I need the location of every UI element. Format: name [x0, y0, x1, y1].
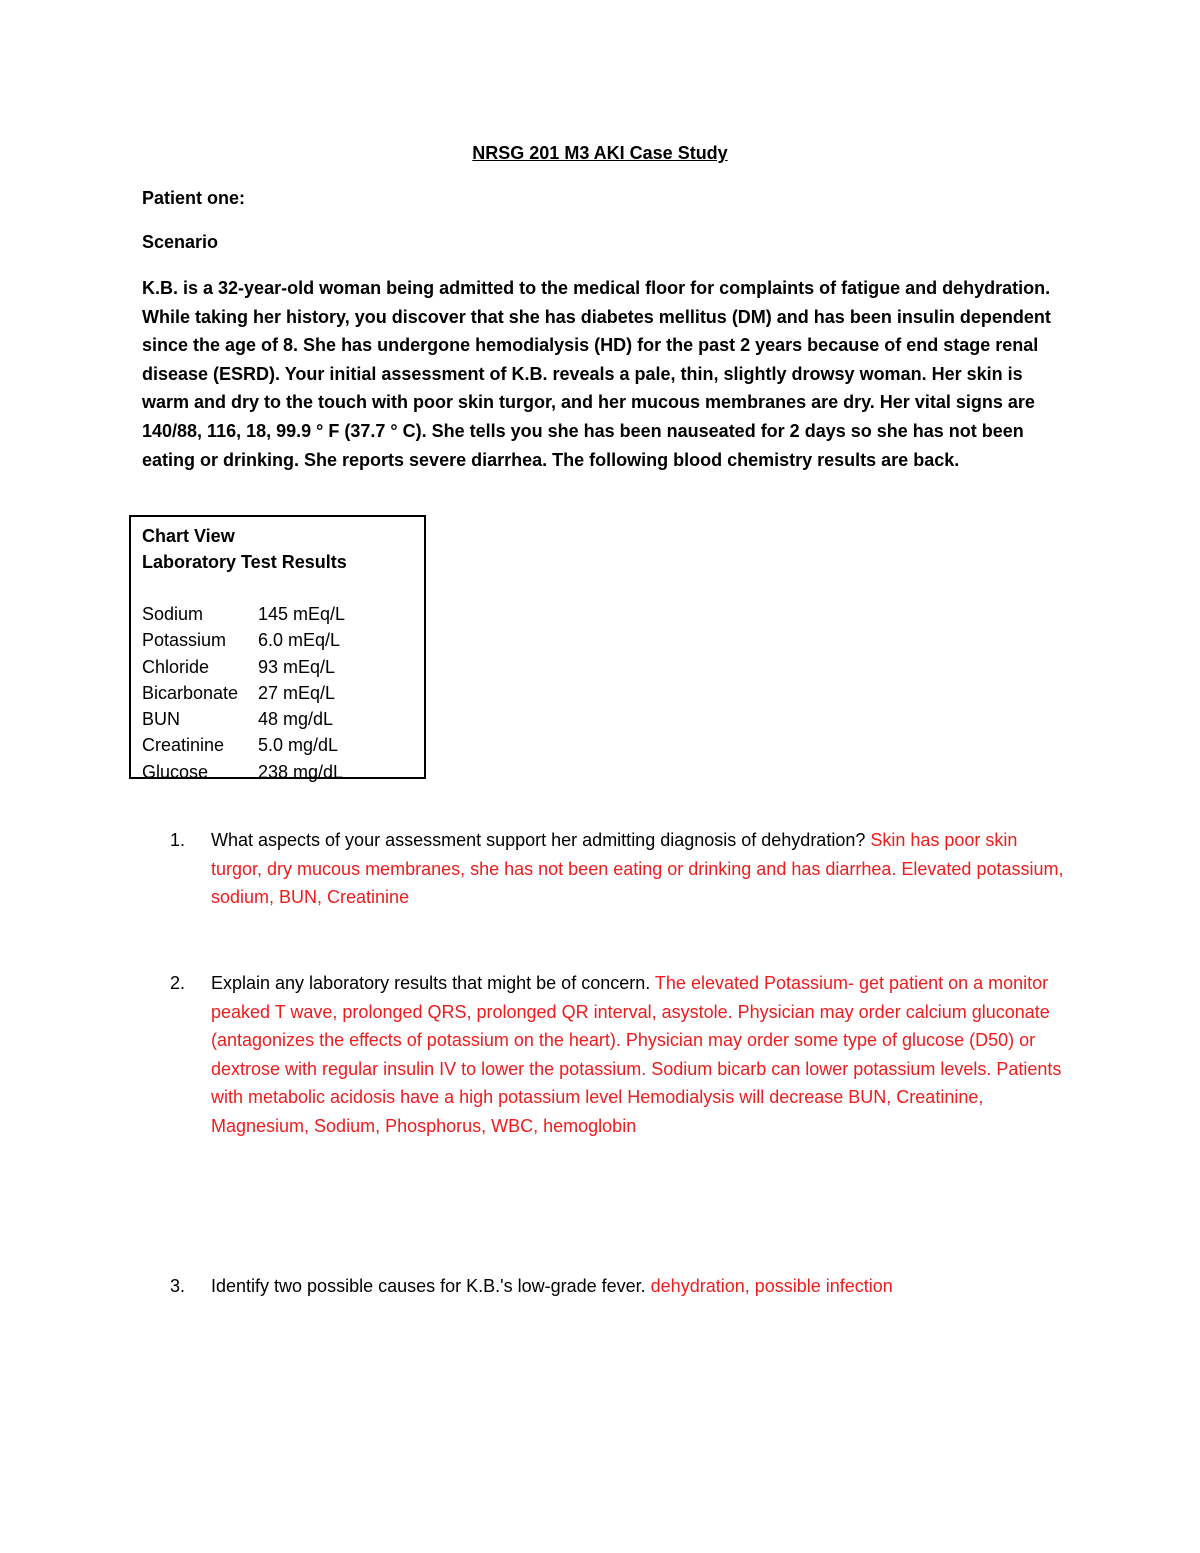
lab-row-glucose	[142, 759, 424, 785]
question-number: 2.	[170, 973, 186, 993]
lab-name: Chloride	[142, 656, 210, 677]
question-item	[170, 969, 1070, 1141]
answer-text: The elevated Potassium- get patient on a monitor peaked T wave, prolonged QRS, prolonged QR interval, asystole. Physician may order calcium gluconate (antagonizes the effects of potassium on the heart). Physician may order some type of glucose (D50) or dextrose with regular insulin IV to lower the potassium. Sodium bicarb can lower potassium levels. Patients with metabolic acidosis have a high potassium level Hemodialysis will decrease BUN, Creatinine, Magnesium, Sodium, Phosphorus, WBC, hemoglobin	[211, 973, 1062, 1136]
document-title: NRSG 201 M3 AKI Case Study	[472, 143, 728, 163]
question-number: 3.	[170, 1276, 186, 1296]
question-body	[211, 826, 1070, 912]
question-body	[211, 1272, 1070, 1301]
question-text: Identify two possible causes for K.B.'s low-grade fever.	[211, 1276, 651, 1296]
question-number: 1.	[170, 830, 186, 850]
lab-value: 27 mEq/L	[258, 682, 336, 703]
lab-row-bun	[142, 706, 424, 732]
lab-row-chloride	[142, 654, 424, 680]
answer-text: Skin has poor skin turgor, dry mucous membranes, she has not been eating or drinking and has diarrhea. Elevated potassium, sodium, BUN, Creatinine	[211, 830, 1064, 908]
lab-value: 145 mEq/L	[258, 604, 346, 624]
patient-label: Patient one:	[142, 188, 246, 208]
lab-results-box	[129, 515, 426, 782]
lab-row-bicarbonate	[142, 680, 424, 706]
lab-name: Sodium	[142, 604, 204, 624]
question-text: What aspects of your assessment support her admitting diagnosis of dehydration?	[211, 830, 871, 850]
question-body	[211, 969, 1070, 1141]
lab-name: Creatinine	[142, 735, 225, 756]
lab-value: 6.0 mEq/L	[258, 630, 341, 651]
lab-value: 238 mg/dL	[258, 761, 344, 782]
lab-box-subheading: Laboratory Test Results	[142, 552, 347, 572]
lab-box-spacer	[142, 575, 424, 601]
scenario-label: Scenario	[142, 232, 219, 252]
lab-name: Potassium	[142, 630, 227, 651]
lab-name: BUN	[142, 709, 181, 730]
lab-value: 5.0 mg/dL	[258, 735, 339, 756]
lab-row-sodium	[142, 601, 424, 627]
lab-name: Glucose	[142, 761, 209, 782]
lab-row-creatinine	[142, 732, 424, 758]
question-text: Explain any laboratory results that might be of concern.	[211, 973, 655, 993]
question-item	[170, 826, 1070, 912]
answer-text: dehydration, possible infection	[650, 1276, 893, 1296]
lab-box-heading: Chart View	[142, 526, 235, 546]
lab-name: Bicarbonate	[142, 682, 239, 703]
lab-row-potassium	[142, 627, 424, 653]
question-item	[170, 1272, 1070, 1301]
lab-value: 93 mEq/L	[258, 656, 336, 677]
scenario-paragraph: K.B. is a 32-year-old woman being admitted to the medical floor for complaints of fatigue and dehydration. While taking her history, you discover that she has diabetes mellitus (DM) and has been insulin dependent since the age of 8. She has undergone hemodialysis (HD) for the past 2 years because of end stage renal disease (ESRD). Your initial assessment of K.B. reveals a pale, thin, slightly drowsy woman. Her skin is warm and dry to the touch with poor skin turgor, and her mucous membranes are dry. Her vital signs are 140/88, 116, 18, 99.9 ° F (37.7 ° C). She tells you she has been nauseated for 2 days so she has not been eating or drinking. She reports severe diarrhea. The following blood chemistry results are back.	[142, 278, 1051, 470]
lab-value: 48 mg/dL	[258, 709, 334, 730]
